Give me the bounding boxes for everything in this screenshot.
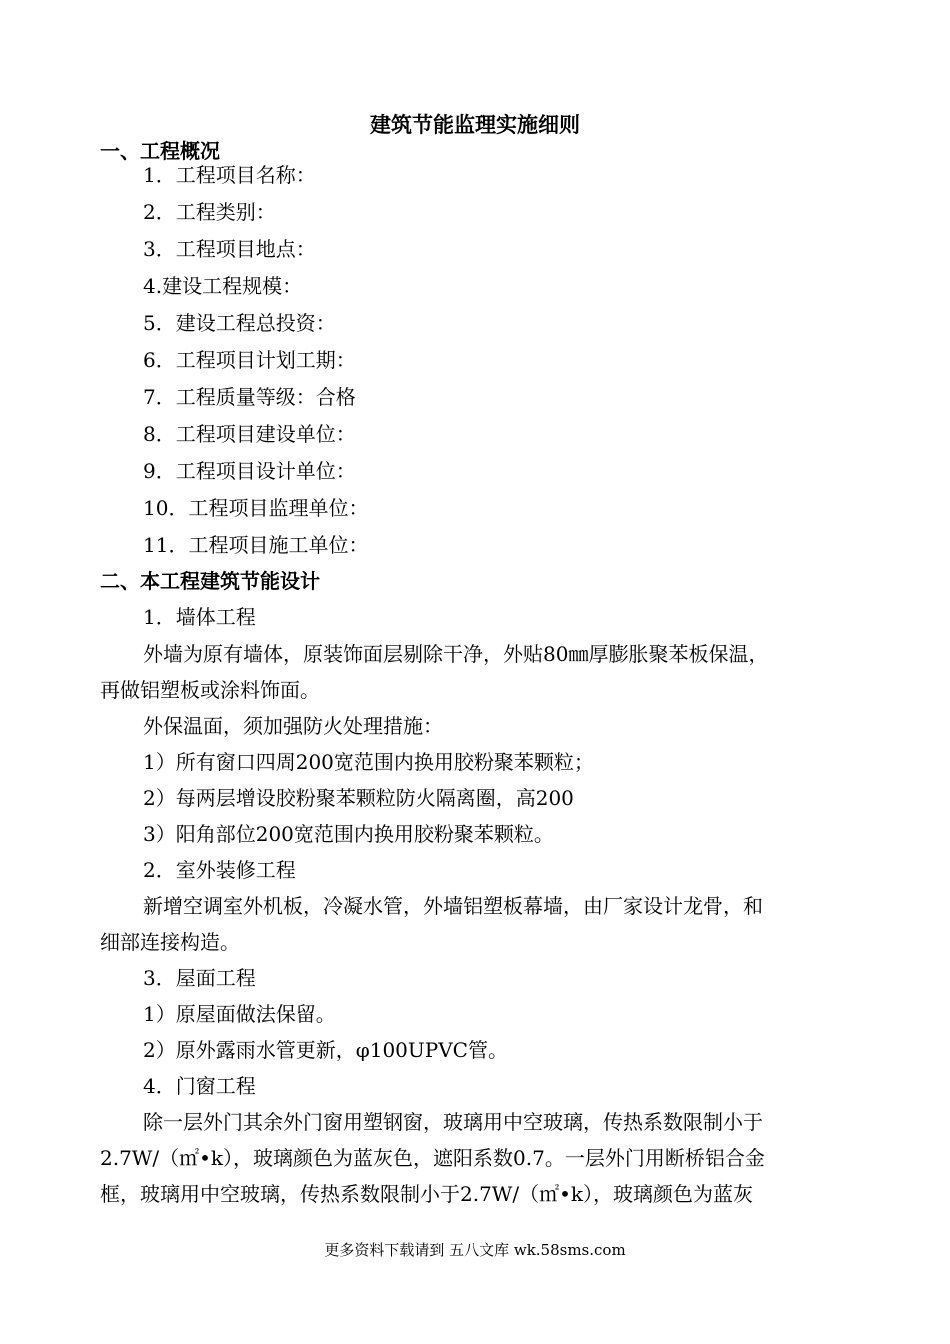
overview-item-4: 4.建设工程规模： [143,274,303,298]
paragraph-line: 2.7W/（㎡•k），玻璃颜色为蓝灰色，遮阳系数0.7。一层外门用断桥铝合金 [100,1146,765,1170]
design-subheading-wall: 1．墙体工程 [143,605,256,629]
list-item: 1）原屋面做法保留。 [143,1002,336,1026]
overview-item-5: 5．建设工程总投资： [143,311,336,335]
overview-item-10: 10．工程项目监理单位： [143,496,369,520]
design-subheading-exterior: 2．室外装修工程 [143,858,296,882]
overview-item-2: 2．工程类别： [143,200,276,224]
list-item: 2）原外露雨水管更新，φ100UPVC管。 [143,1038,508,1062]
paragraph-line: 再做铝塑板或涂料饰面。 [100,678,320,702]
overview-item-3: 3．工程项目地点： [143,237,316,261]
paragraph-line: 新增空调室外机板，冷凝水管，外墙铝塑板幕墙，由厂家设计龙骨，和 [143,894,763,918]
overview-item-9: 9．工程项目设计单位： [143,459,356,483]
overview-item-11: 11．工程项目施工单位： [143,533,369,557]
design-subheading-roof: 3．屋面工程 [143,966,256,990]
document-title: 建筑节能监理实施细则 [370,112,580,137]
overview-item-1: 1．工程项目名称： [143,163,316,187]
overview-item-7: 7．工程质量等级：合格 [143,385,356,409]
page-footer: 更多资料下载请到 五八文库 wk.58sms.com [324,1241,626,1259]
list-item: 3）阳角部位200宽范围内换用胶粉聚苯颗粒。 [143,822,554,846]
paragraph-line: 外保温面，须加强防火处理措施： [143,714,443,738]
paragraph-line: 细部连接构造。 [100,930,240,954]
section-heading-overview: 一、工程概况 [100,139,220,163]
paragraph-line: 框，玻璃用中空玻璃，传热系数限制小于2.7W/（㎡•k），玻璃颜色为蓝灰 [100,1182,754,1206]
section-heading-design: 二、本工程建筑节能设计 [100,569,320,593]
list-item: 2）每两层增设胶粉聚苯颗粒防火隔离圈，高200 [143,786,574,810]
overview-item-6: 6．工程项目计划工期： [143,348,356,372]
overview-item-8: 8．工程项目建设单位： [143,422,356,446]
design-subheading-windows: 4．门窗工程 [143,1074,256,1098]
list-item: 1）所有窗口四周200宽范围内换用胶粉聚苯颗粒； [143,750,594,774]
paragraph-line: 除一层外门其余外门窗用塑钢窗，玻璃用中空玻璃，传热系数限制小于 [143,1110,763,1134]
paragraph-line: 外墙为原有墙体，原装饰面层剔除干净，外贴80㎜厚膨胀聚苯板保温， [143,642,769,666]
